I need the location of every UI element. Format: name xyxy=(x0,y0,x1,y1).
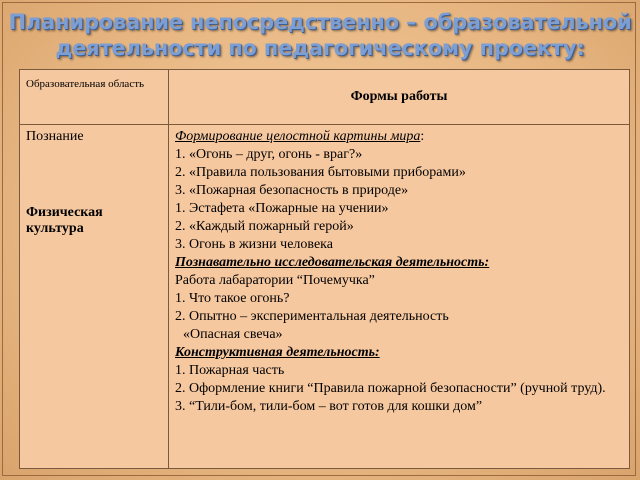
list-item: 2. Оформление книги “Правила пожарной безопасности” (ручной труд). xyxy=(175,381,606,396)
area-physical-culture-line-2: культура xyxy=(26,221,84,236)
list-item: 1. Эстафета «Пожарные на учении» xyxy=(175,201,389,216)
areas-cell xyxy=(20,125,169,469)
list-item: 1. Пожарная часть xyxy=(175,363,285,378)
list-item: Работа лабаратории “Почемучка” xyxy=(175,273,375,288)
table-row xyxy=(20,125,630,469)
section-holistic-picture xyxy=(175,128,623,146)
list-item: 2. Опытно – экспериментальная деятельность xyxy=(175,309,449,324)
slide-title-line-2: деятельности по педагогическому проекту: xyxy=(55,36,585,60)
section-holistic-picture-colon: : xyxy=(420,129,425,144)
list-item: «Опасная свеча» xyxy=(183,327,283,342)
slide-title-line-1: Планирование непосредственно – образовательной xyxy=(8,10,632,34)
area-physical-culture xyxy=(26,205,164,237)
list-item: 2. «Каждый пожарный герой» xyxy=(175,219,354,234)
list-item: 3. Огонь в жизни человека xyxy=(175,237,333,252)
list-item: 3. “Тили-бом, тили-бом – вот готов для кошки дом” xyxy=(175,399,483,414)
section-research-activity-title: Познавательно исследовательская деятельность: xyxy=(175,255,490,270)
list-item: 1. «Огонь – друг, огонь - враг?» xyxy=(175,147,363,162)
list-item: 2. «Правила пользования бытовыми приборами» xyxy=(175,165,466,180)
area-physical-culture-line-1: Физическая xyxy=(26,205,103,220)
list-item: 3. «Пожарная безопасность в природе» xyxy=(175,183,409,198)
section-holistic-picture-title: Формирование целостной картины мира xyxy=(175,129,421,144)
forms-cell xyxy=(169,125,630,469)
area-cognition: Познание xyxy=(26,129,84,144)
list-item: 1. Что такое огонь? xyxy=(175,291,290,306)
header-forms-of-work: Формы работы xyxy=(169,70,630,125)
planning-table xyxy=(19,69,630,469)
slide-title xyxy=(0,9,640,61)
header-educational-area: Образовательная область xyxy=(20,70,169,125)
section-constructive-activity-title: Конструктивная деятельность: xyxy=(175,345,380,360)
table-header-row xyxy=(20,70,630,125)
